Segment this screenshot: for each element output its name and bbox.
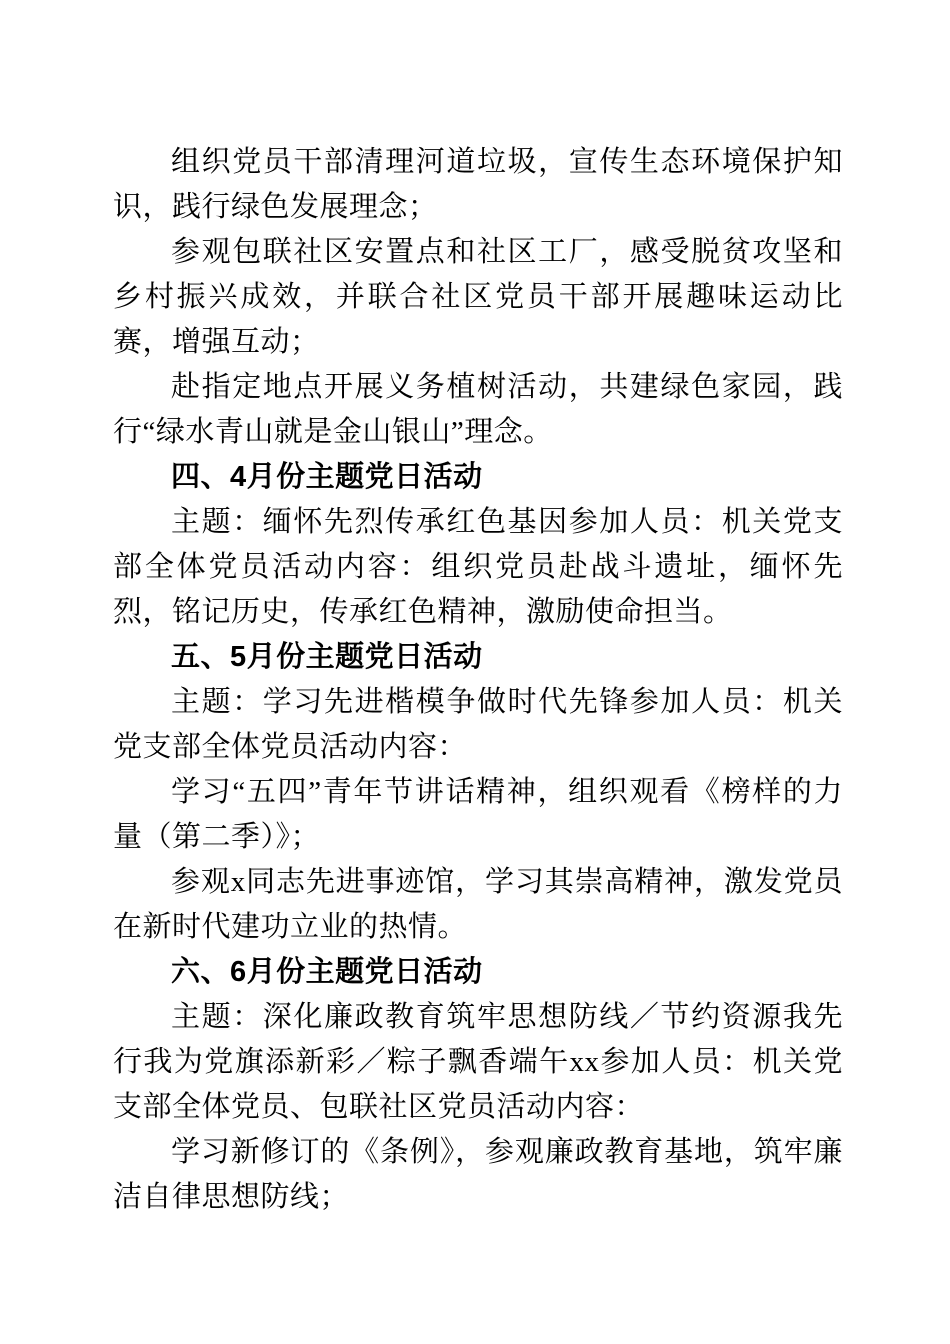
paragraph-community-visit: 参观包联社区安置点和社区工厂，感受脱贫攻坚和乡村振兴成效，并联合社区党员干部开展趣味运动比赛，增强互动； [113, 236, 843, 358]
section-heading-june: 六、6月份主题党日活动 [171, 956, 483, 988]
document-body [113, 140, 843, 1220]
paragraph-tree-planting: 赴指定地点开展义务植树活动，共建绿色家园，践行“绿水青山就是金山银山”理念。 [113, 371, 843, 448]
paragraph-may-youth-speech: 学习“五四”青年节讲话精神，组织观看《榜样的力量（第二季）》； [113, 776, 843, 853]
paragraph-april-theme: 主题：缅怀先烈传承红色基因参加人员：机关党支部全体党员活动内容：组织党员赴战斗遗址，缅怀先烈，铭记历史，传承红色精神，激励使命担当。 [113, 506, 843, 628]
paragraph-may-memorial-visit: 参观x同志先进事迹馆，学习其崇高精神，激发党员在新时代建功立业的热情。 [113, 866, 843, 943]
section-heading-april: 四、4月份主题党日活动 [171, 461, 483, 493]
paragraph-river-cleanup: 组织党员干部清理河道垃圾，宣传生态环境保护知识，践行绿色发展理念； [113, 146, 843, 223]
paragraph-june-regulations: 学习新修订的《条例》，参观廉政教育基地，筑牢廉洁自律思想防线； [113, 1136, 843, 1213]
paragraph-june-theme: 主题：深化廉政教育筑牢思想防线／节约资源我先行我为党旗添新彩／粽子飘香端午xx参加人员：机关党支部全体党员、包联社区党员活动内容： [113, 1001, 843, 1123]
paragraph-may-theme: 主题：学习先进楷模争做时代先锋参加人员：机关党支部全体党员活动内容： [113, 686, 843, 763]
section-heading-may: 五、5月份主题党日活动 [171, 641, 483, 673]
